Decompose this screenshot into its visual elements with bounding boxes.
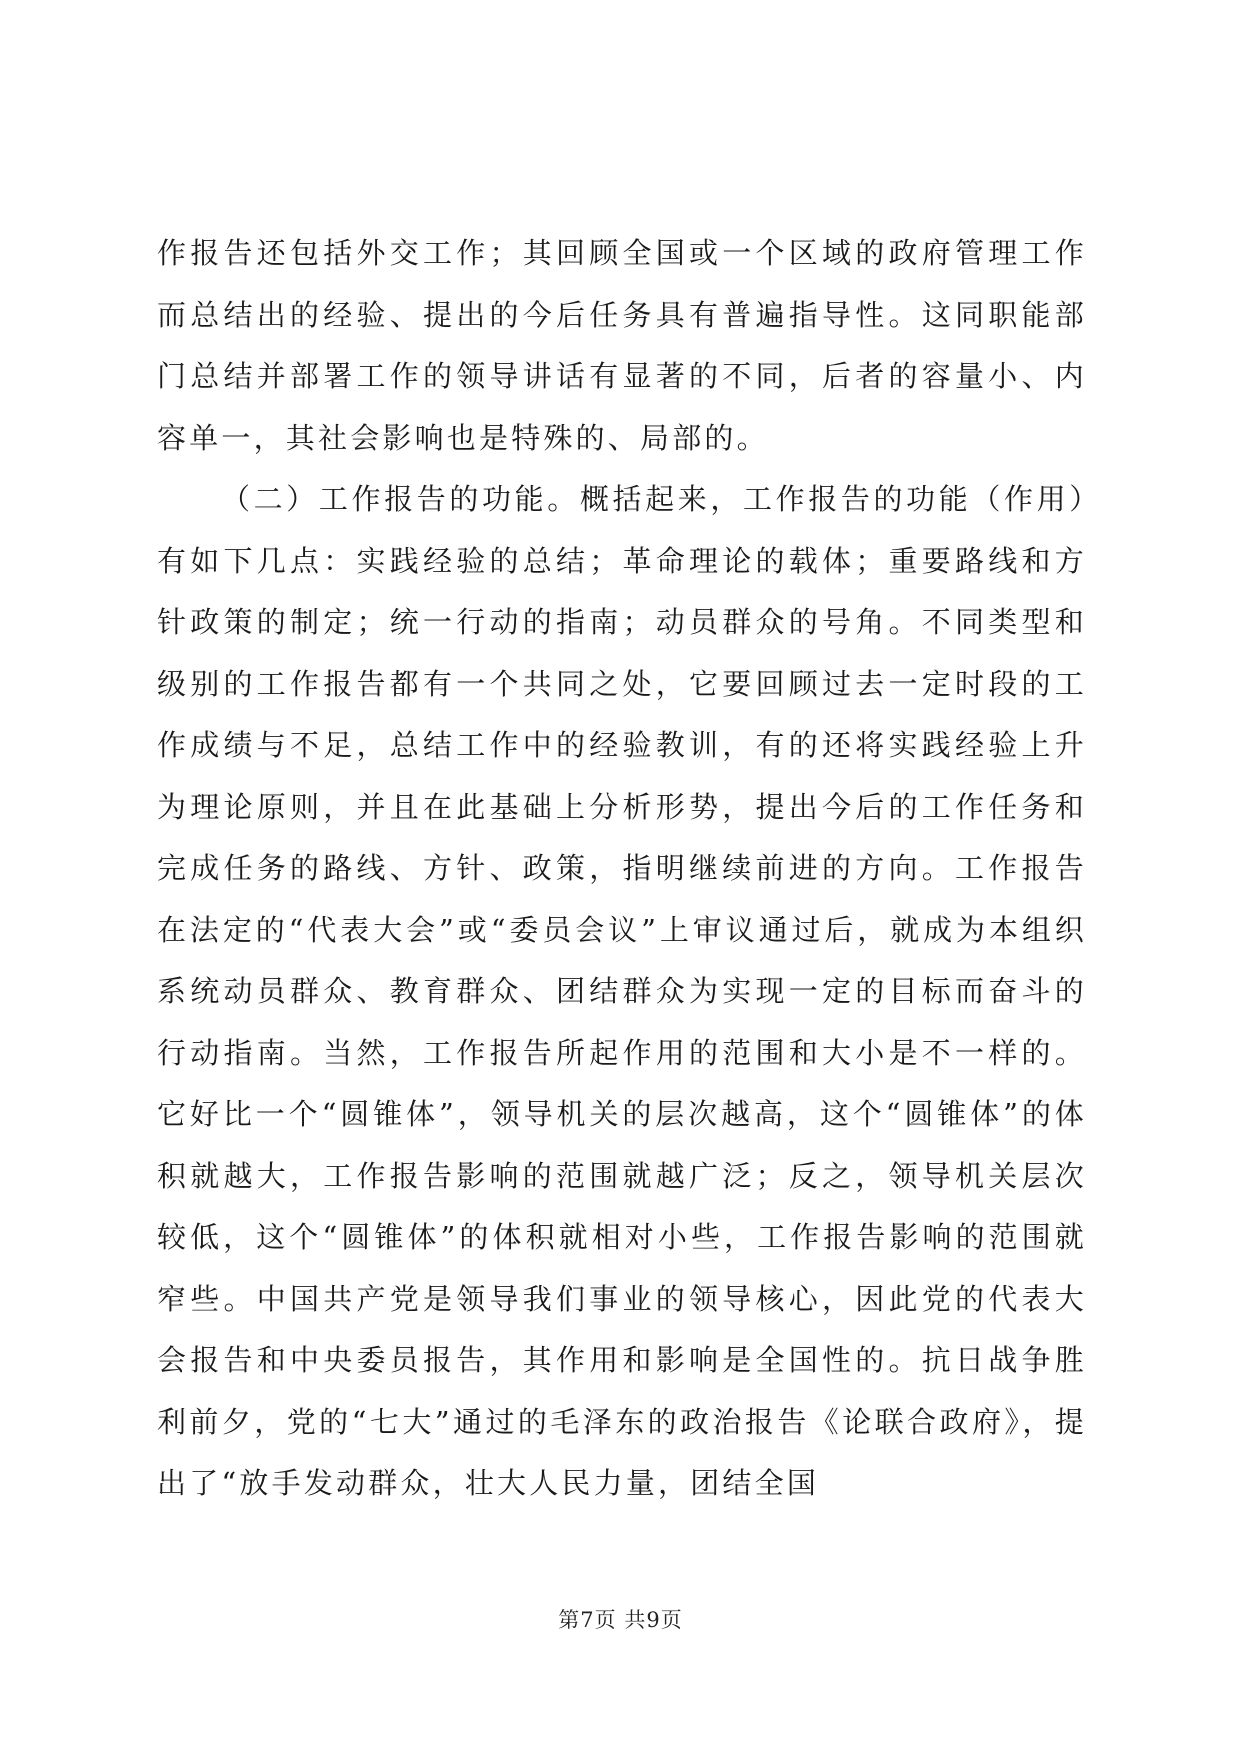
document-body	[157, 223, 1087, 1515]
paragraph-1: 作报告还包括外交工作；其回顾全国或一个区域的政府管理工作而总结出的经验、提出的今后任务具有普遍指导性。这同职能部门总结并部署工作的领导讲话有显著的不同，后者的容量小、内容单一，其社会影响也是特殊的、局部的。	[157, 236, 1087, 455]
page-number-footer: 第7页 共9页	[558, 1608, 683, 1632]
paragraph-2: （二）工作报告的功能。概括起来，工作报告的功能（作用）有如下几点：实践经验的总结；革命理论的载体；重要路线和方针政策的制定；统一行动的指南；动员群众的号角。不同类型和级别的工作报告都有一个共同之处，它要回顾过去一定时段的工作成绩与不足，总结工作中的经验教训，有的还将实践经验上升为理论原则，并且在此基础上分析形势，提出今后的工作任务和完成任务的路线、方针、政策，指明继续前进的方向。工作报告在法定的“代表大会”或“委员会议”上审议通过后，就成为本组织系统动员群众、教育群众、团结群众为实现一定的目标而奋斗的行动指南。当然，工作报告所起作用的范围和大小是不一样的。它好比一个“圆锥体”，领导机关的层次越高，这个“圆锥体”的体积就越大，工作报告影响的范围就越广泛；反之，领导机关层次较低，这个“圆锥体”的体积就相对小些，工作报告影响的范围就窄些。中国共产党是领导我们事业的领导核心，因此党的代表大会报告和中央委员报告，其作用和影响是全国性的。抗日战争胜利前夕，党的“七大”通过的毛泽东的政治报告《论联合政府》，提出了“放手发动群众，壮大人民力量，团结全国	[157, 482, 1087, 1500]
